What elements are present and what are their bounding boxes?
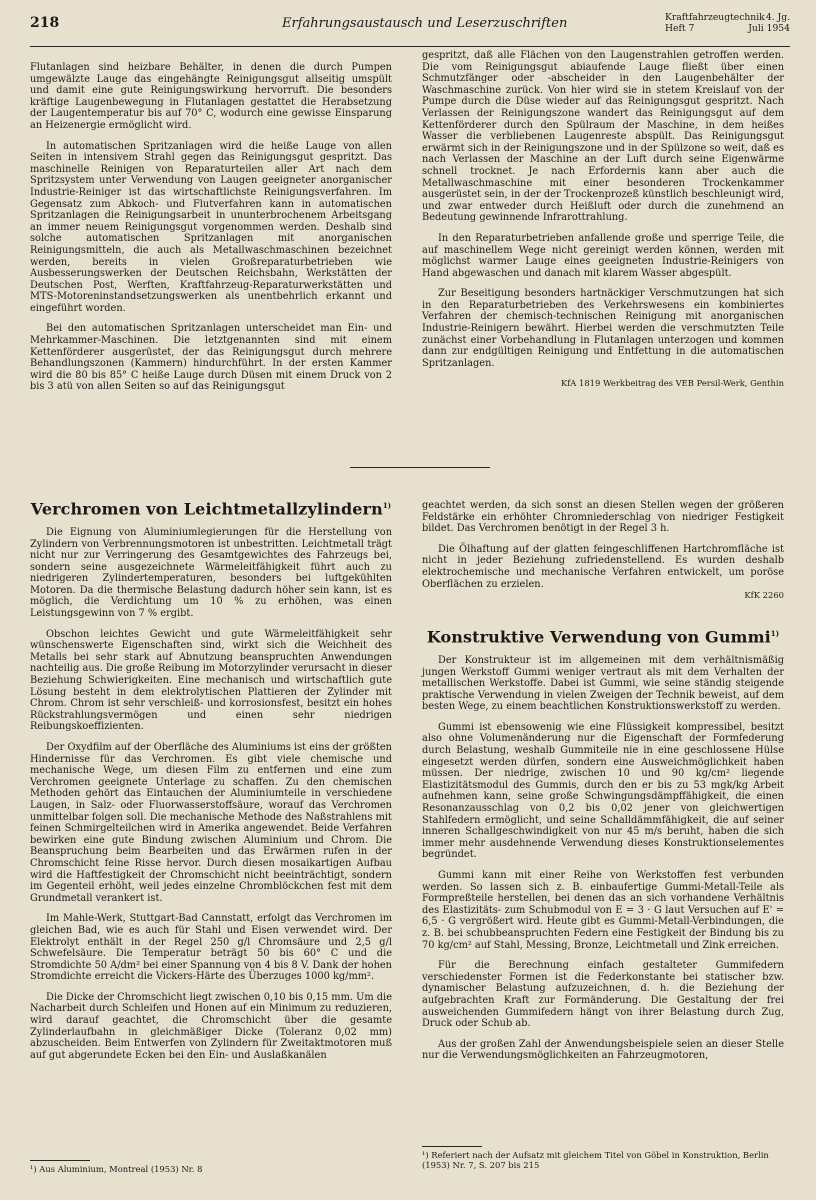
footnote-rule: [30, 1160, 90, 1161]
page-header: [30, 12, 790, 47]
page-number: 218: [30, 15, 60, 31]
article2-left-column: [30, 500, 392, 1070]
paragraph: Die Dicke der Chromschicht liegt zwischen 0,10 bis 0,15 mm. Um die Nacharbeit durch Schleifen und Honen auf ein Minimum zu reduzieren, wird darauf geachtet, die Chromschicht über die gesamte Zylinderlaufbahn in gleichmäßiger Dicke (Toleranz 0,02 mm) abzuscheiden. Beim Entwerfen von Zylindern für Zweitaktmotoren muß auf gut abgerundete Ecken bei den Ein- und Auslaßkanälen: [30, 991, 392, 1061]
article-divider: [350, 467, 490, 468]
paragraph: Für die Berechnung einfach gestalteter Gummifedern verschiedenster Formen ist die Federkonstante bei statischer bzw. dynamischer Belastung aufzuzeichnen, d. h. die Beziehung der aufgebrachten Kraft zur Formänderung. Die Gestaltung der frei ausweichenden Gummifedern hängt von ihrer Belastung durch Zug, Druck oder Schub ab.: [422, 960, 784, 1030]
article-signature: KfA 1819 Werkbeitrag des VEB Persil-Werk, Genthin: [560, 378, 784, 389]
journal-volume: 4. Jg.: [765, 12, 790, 23]
paragraph: Gummi kann mit einer Reihe von Werkstoffen fest verbunden werden. So lassen sich z. B. einbaufertige Gummi-Metall-Teile als Formpreßteile herstellen, bei denen das an sich vorhandene Verhältnis des Elastizitäts- zum Schubmodul von E = 3 · G laut Versuchen auf E' = 6,5 · G vergrößert wird. Heute gibt es Gummi-Metall-Verbindungen, die z. B. bei schubbeanspruchten Federn eine Festigkeit der Bindung bis zu 70 kg/cm² auf Stahl, Messing, Bronze, Leichtmetall und Zink erreichen.: [422, 870, 784, 951]
article1-right-column: [422, 50, 784, 399]
paragraph: gespritzt, daß alle Flächen von den Laugenstrahlen getroffen werden. Die vom Reinigungsgut abiaufende Lauge fließt über einen Schmutzfänger oder -abscheider in den Laugenbehälter der Waschmaschine zurück. Von hier wird sie in stetem Kreislauf von der Pumpe durch die Düse wieder auf das Reinigungsgut gespritzt. Nach Verlassen der Reinigungszone wandert das Reinigungsgut auf dem Kettenförderer durch den Spülraum der Maschine, in dem heißes Wasser die verbliebenen Laugenreste abspült. Das Reinigungsgut erwärmt sich in der Reinigungszone und in der Spülzone so weit, daß es nach Verlassen der Maschine an der Luft durch seine Eigenwärme schnell trocknet. Je nach Erfordernis kann aber auch die Metallwaschmaschine mit einer besonderen Trockenkammer ausgerüstet sein, in der der Trockenprozeß künstlich beschleunigt wird, und zwar entweder durch Heißluft oder durch die zunehmend an Bedeutung gewinnende Infrarottrahlung.: [422, 50, 784, 224]
article-title: Konstruktive Verwendung von Gummi$^{1)}$: [426, 627, 780, 647]
journal-name: Kraftfahrzeugtechnik: [665, 12, 765, 23]
paragraph: Aus der großen Zahl der Anwendungsbeispiele seien an dieser Stelle nur die Verwendungsmöglichkeiten an Fahrzeugmotoren,: [422, 1038, 784, 1062]
paragraph: Die Ölhaftung auf der glatten feingeschliffenen Hartchromfläche ist nicht in jeder Beziehung zufriedenstellend. Es wurden deshalb elektrochemische und mechanische Verfahren entwickelt, um poröse Oberflächen zu erzielen.: [422, 543, 784, 590]
paragraph: Bei den automatischen Spritzanlagen unterscheidet man Ein- und Mehrkammer-Maschinen. Die letztgenannten sind mit einem Kettenförderer ausgerüstet, der das Reinigungsgut durch mehrere Behandlungszonen (Kammern) hindurchführt. In der ersten Kammer wird die 80 bis 85° C heiße Lauge durch Düsen mit einem Druck von 2 bis 3 atü von allen Seiten so auf das Reinigungsgut: [30, 323, 392, 393]
journal-date: Juli 1954: [748, 22, 790, 34]
paragraph: Im Mahle-Werk, Stuttgart-Bad Cannstatt, erfolgt das Verchromen im gleichen Bad, wie es auch für Stahl und Eisen verwendet wird. Der Elektrolyt enthält in der Regel 250 g/l Chromsäure und 2,5 g/l Schwefelsäure. Die Temperatur beträgt 50 bis 60° C und die Stromdichte 50 A/dm² bei einer Spannung von 4 bis 8 V. Dank der hohen Stromdichte erreicht die Vickers-Härte des Überzuges 1000 kg/mm².: [30, 913, 392, 983]
article-title: Verchromen von Leichtmetallzylindern$^{1)}$: [30, 499, 392, 519]
article3-column: [422, 628, 784, 1071]
paragraph: In den Reparaturbetrieben anfallende große und sperrige Teile, die auf maschinellem Wege nicht gereinigt werden können, werden mit möglichst warmer Lauge eines geeigneten Industrie-Reinigers von Hand abgewaschen und danach mit klarem Wasser abgespült.: [422, 232, 784, 279]
paragraph: Die Eignung von Aluminiumlegierungen für die Herstellung von Zylindern von Verbrennungsmotoren ist unbestritten. Leichtmetall trägt nicht nur zur Verringerung des Gesamtgewichtes des Fahrzeugs bei, sondern seine ausgezeichnete Wärmeleitfähigkeit führt auch zu niedrigeren Zylindertemperaturen, besonders bei luftgekühlten Motoren. Da die thermische Belastung dadurch höher sein kann, ist es möglich, die Verdichtung um 10 % zu erhöhen, was einen Leistungsgewinn von 7 % ergibt.: [30, 526, 392, 620]
article-signature: KfK 2260: [744, 590, 784, 601]
article2-right-column: [422, 500, 784, 611]
footnote-marker: 1): [770, 629, 780, 638]
paragraph: In automatischen Spritzanlagen wird die heiße Lauge von allen Seiten in intensivem Strahl gegen das Reinigungsgut gespritzt. Das maschinelle Reinigen von Reparaturteilen aller Art nach dem Spritzsystem unter Verwendung von Laugen geeigneter anorganischer Industrie-Reiniger ist das wirtschaftlichste Reinigungsverfahren. Im Gegensatz zum Abkoch- und Flutverfahren kann in automatischen Spritzanlagen die Reinigungsarbeit in ununterbrochenem Arbeitsgang an immer neuem Reinigungsgut vorgenommen werden. Deshalb sind solche automatischen Spritzanlagen mit anorganischen Reinigungsmitteln, die auch als Metallwaschmaschinen bezeichnet werden, bereits in vielen Großreparaturbetrieben wie Ausbesserungswerken der Deutschen Reichsbahn, Werkstätten der Deutschen Post, Werften, Kraftfahrzeug-Reparaturwerkstätten und MTS-Motoreninstandsetzungswerken als unentbehrlich erkannt und eingeführt worden.: [30, 140, 392, 314]
footnote: ¹) Referiert nach der Aufsatz mit gleichem Titel von Göbel in Konstruktion, Berlin (1953) Nr. 7, S. 207 bis 215: [422, 1150, 769, 1171]
paragraph: Der Oxydfilm auf der Oberfläche des Aluminiums ist eins der größten Hindernisse für das Verchromen. Es gibt viele chemische und mechanische Wege, um diesen Film zu entfernen und eine zum Verchromen geeignete Unterlage zu schaffen. Zu den chemischen Methoden gehört das Eintauchen der Aluminiumteile in verschiedene Laugen, in Salz- oder Fluorwasserstoffsäure, worauf das Verchromen unmittelbar folgen soll. Die mechanische Methode des Naßstrahlens mit feinen Schmirgelteilchen wird in Amerika angewendet. Beide Verfahren bewirken eine gute Bindung zwischen Aluminium und Chrom. Die Beanspruchung beim Bearbeiten und das Erwärmen rufen in der Chromschicht feine Risse hervor. Durch diesen mosaikartigen Aufbau wird die Haftfestigkeit der Chromschicht nicht beeinträchtigt, sondern im Gegenteil erhöht, weil jedes einzelne Chromblöckchen fest mit dem Grundmetall verankert ist.: [30, 742, 392, 904]
footnote-marker: 1): [382, 501, 392, 510]
paragraph: Zur Beseitigung besonders hartnäckiger Verschmutzungen hat sich in den Reparaturbetrieben des Verkehrswesens ein kombiniertes Verfahren der chemisch-technischen Reinigung mit anorganischen Industrie-Reinigern bewährt. Hierbei werden die verschmutzten Teile zunächst einer Vorbehandlung in Flutanlagen unterzogen und kommen dann zur endgültigen Reinigung und Entfettung in die automatischen Spritzanlagen.: [422, 288, 784, 369]
article1-left-column: [30, 62, 392, 402]
paragraph: Obschon leichtes Gewicht und gute Wärmeleitfähigkeit sehr wünschenswerte Eigenschaften sind, wirkt sich die Weichheit des Metalls bei sehr stark auf Abnutzung beanspruchten Anwendungen nachteilig aus. Die große Reibung im Motorzylinder verursacht in dieser Beziehung Schwierigkeiten. Eine mechanisch und wirtschaftlich gute Lösung besteht in dem elektrolytischen Plattieren der Zylinder mit Chrom. Chrom ist sehr verschleiß- und korrosionsfest, besitzt ein hohes Rückstrahlungsvermögen und einen sehr niedrigen Reibungskoeffizienten.: [30, 628, 392, 733]
paragraph: Der Konstrukteur ist im allgemeinen mit dem verhältnismäßig jungen Werkstoff Gummi weniger vertraut als mit dem Verhalten der metallischen Werkstoffe. Dabei ist Gummi, wie seine ständig steigende praktische Verwendung in vielen Zweigen der Technik beweist, auf dem besten Wege, zu einem beachtlichen Konstruktionswerkstoff zu werden.: [422, 654, 784, 713]
paragraph: geachtet werden, da sich sonst an diesen Stellen wegen der größeren Feldstärke ein erhöhter Chromniederschlag von niedriger Festigkeit bildet. Das Verchromen benötigt in der Regel 3 h.: [422, 500, 784, 535]
footnote: ¹) Aus Aluminium, Montreal (1953) Nr. 8: [30, 1164, 203, 1174]
journal-issue: Heft 7: [665, 22, 695, 34]
section-title: Erfahrungsaustausch und Leserzuschriften: [282, 16, 568, 31]
paragraph: Flutanlagen sind heizbare Behälter, in denen die durch Pumpen umgewälzte Lauge das eingehängte Reinigungsgut allseitig umspült und damit eine gute Reinigungswirkung hervorruft. Die besonders kräftige Laugenbewegung in Flutanlagen gestattet die Herabsetzung der Laugentemperatur bis auf 70° C, wodurch eine gewisse Einsparung an Heizenergie ermöglicht wird.: [30, 62, 392, 131]
footnote-rule: [422, 1146, 482, 1147]
paragraph: Gummi ist ebensowenig wie eine Flüssigkeit kompressibel, besitzt also ohne Volumenänderung nur die Eigenschaft der Formfederung durch Belastung, weshalb Gummiteile nie in eine geschlossene Hülse eingesetzt werden dürfen, sondern eine Ausweichmöglichkeit haben müssen. Der niedrige, zwischen 10 und 90 kg/cm² liegende Elastizitätsmodul des Gummis, durch den er bis zu 53 mgk/kg Arbeit aufnehmen kann, seine große Schwingungsdämpffähigkeit, die einen Resonanzausschlag von 0,2 bis 0,02 jener von gleichwertigen Stahlfedern ermöglicht, und seine Schalldämmfähigkeit, die auf seiner inneren Schallgeschwindigkeit von nur 45 m/s beruht, haben die sich immer mehr ausdehnende Verwendung dieses Konstruktionselementes begründet.: [422, 721, 784, 861]
journal-info: [665, 13, 790, 34]
